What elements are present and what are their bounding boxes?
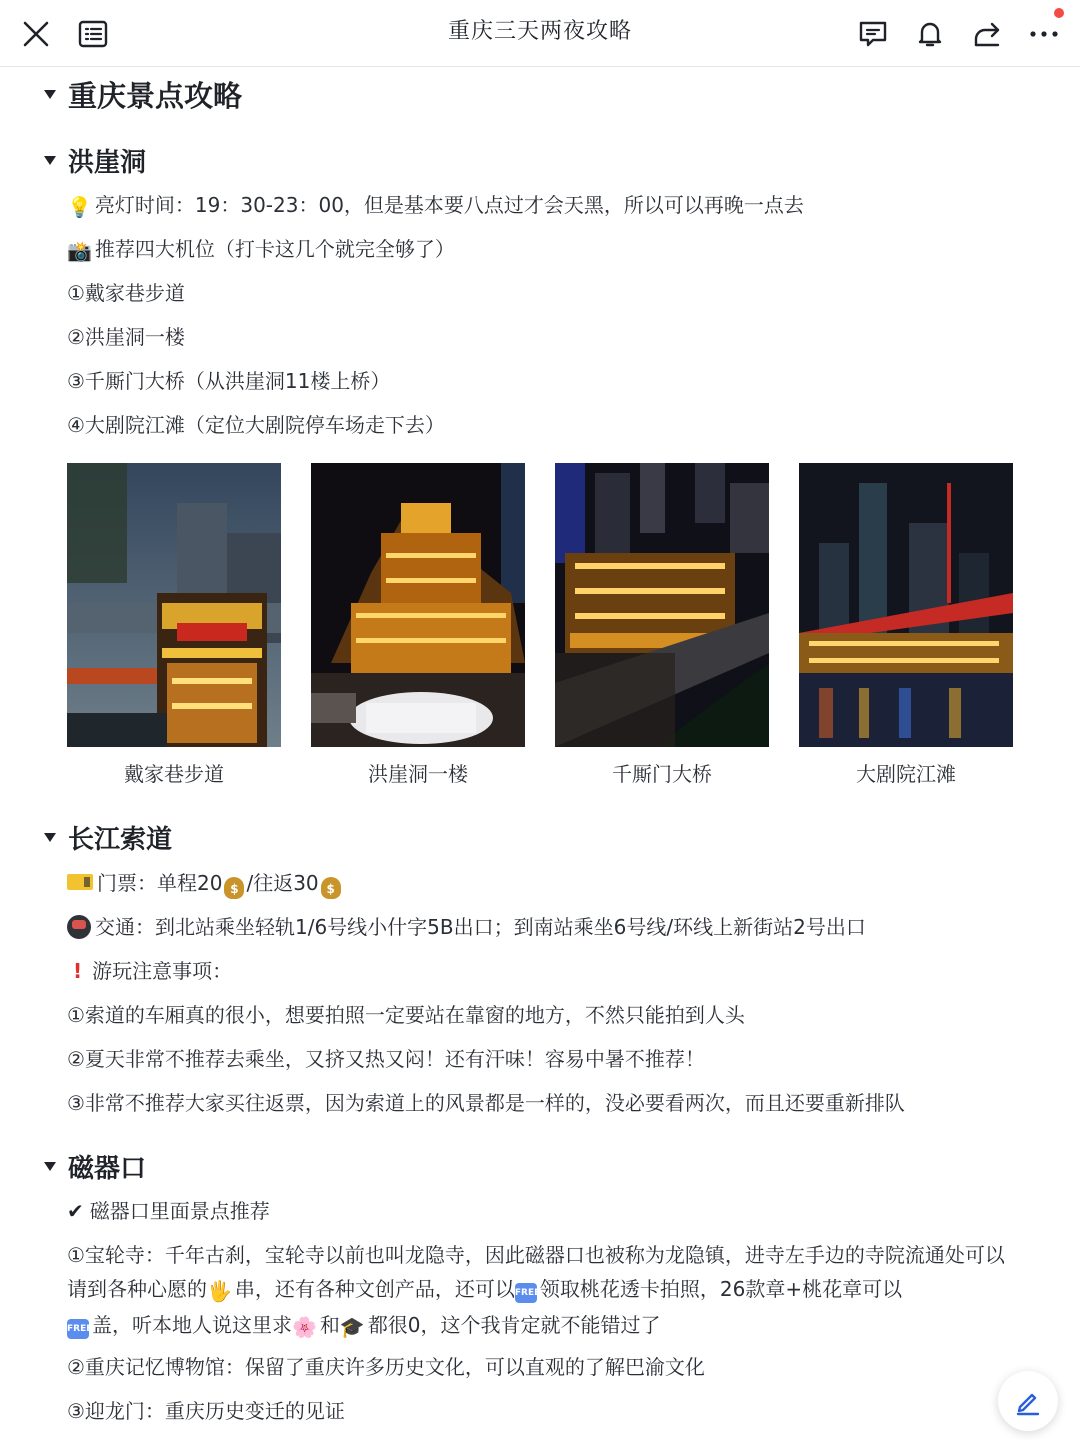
doc-heading — [44, 74, 242, 115]
item1-text-e: 和 — [319, 1313, 340, 1337]
collapse-caret-icon[interactable] — [44, 156, 56, 165]
light-time-text: 亮灯时间：19：30-23：00，但是基本要八点过才会天黑，所以可以再晚一点去 — [94, 193, 804, 217]
ciqikou-item-1 — [67, 1238, 1017, 1344]
document-title: 重庆三天两夜攻略 — [447, 19, 632, 44]
photo-caption-1: 戴家巷步道 — [124, 762, 224, 786]
light-time-line — [67, 188, 804, 224]
ciqikou-item-2: ②重庆记忆博物馆：保留了重庆许多历史文化，可以直观的了解巴渝文化 — [67, 1355, 705, 1379]
notes-title-text: 游玩注意事项： — [92, 959, 233, 983]
section-heading-hongyadong — [44, 142, 146, 179]
money-bag-icon: $ — [224, 877, 244, 899]
ticket-line — [67, 866, 343, 900]
photo-caption-3: 千厮门大桥 — [612, 762, 712, 786]
spot-item-1: ①戴家巷步道 — [67, 281, 185, 305]
edit-button[interactable] — [998, 1371, 1058, 1431]
graduation-cap-icon: 🎓 — [339, 1315, 365, 1339]
camera-icon: 📸 — [67, 239, 92, 263]
notes-title-line — [67, 954, 232, 988]
section-heading-text: 磁器口 — [68, 1154, 147, 1184]
spot-item-3: ③千厮门大桥（从洪崖洞11楼上桥） — [67, 369, 391, 393]
recommend-line — [67, 1194, 270, 1228]
recommend-text: 磁器口里面景点推荐 — [89, 1199, 270, 1223]
checkmark-icon: ✔ — [67, 1199, 84, 1223]
item1-text-d: 盖，听本地人说这里求 — [92, 1313, 292, 1337]
top-bar — [0, 0, 1080, 67]
spot-item-4: ④大剧院江滩（定位大剧院停车场走下去） — [67, 413, 445, 437]
transport-line — [67, 910, 866, 944]
section-heading-text: 洪崖洞 — [68, 148, 147, 178]
photo-caption-2: 洪崖洞一楼 — [368, 762, 468, 786]
hand-icon: 🖐 — [207, 1279, 232, 1303]
ciqikou-item-3: ③迎龙门：重庆历史变迁的见证 — [67, 1399, 345, 1423]
note-item-1: ①索道的车厢真的很小，想要拍照一定要站在靠窗的地方，不然只能拍到人头 — [67, 1003, 745, 1027]
section-heading-text: 长江索道 — [68, 825, 173, 855]
ticket-icon — [67, 874, 93, 890]
transport-text: 交通：到北站乘坐轻轨1/6号线小什字5B出口；到南站乘坐6号线/环线上新街站2号出口 — [95, 915, 866, 939]
flower-icon: 🌸 — [292, 1315, 317, 1339]
item1-text-b: 串，还有各种文创产品，还可以 — [234, 1277, 515, 1301]
metro-icon — [67, 915, 91, 939]
item1-text-a: ①宝轮寺：千年古刹，宝轮寺以前也叫龙隐寺，因此磁器口也被称为龙隐镇，进寺左手边的寺院流通处可以请到各种心愿的 — [67, 1243, 1005, 1301]
photo-qiansimen-bridge[interactable] — [555, 463, 769, 747]
free-badge-icon: FREE — [67, 1319, 89, 1339]
note-item-3: ③非常不推荐大家买往返票，因为索道上的风景都是一样的，没必要看两次，而且还要重新排队 — [67, 1091, 905, 1115]
photo-caption-4: 大剧院江滩 — [856, 762, 956, 786]
money-bag-icon: $ — [321, 877, 341, 899]
free-badge-icon: FREE — [515, 1283, 537, 1303]
photo-grand-theatre-riverbank[interactable] — [799, 463, 1013, 747]
edit-icon — [1013, 1386, 1043, 1416]
spots-intro-line — [67, 232, 455, 268]
spot-item-2: ②洪崖洞一楼 — [67, 325, 185, 349]
share-icon[interactable] — [961, 8, 1013, 60]
ticket-single-text: 门票：单程20 — [97, 871, 223, 895]
collapse-caret-icon[interactable] — [44, 833, 56, 842]
photo-hongyadong-1f[interactable] — [311, 463, 525, 747]
collapse-caret-icon[interactable] — [44, 90, 56, 99]
exclamation-icon: ! — [73, 959, 83, 983]
item1-text-c: 领取桃花透卡拍照，26款章+桃花章可以 — [539, 1277, 903, 1301]
photo-daijiaxiang[interactable] — [67, 463, 281, 747]
note-item-2: ②夏天非常不推荐去乘坐，又挤又热又闷！还有汗味！容易中暑不推荐！ — [67, 1047, 705, 1071]
bell-icon[interactable] — [904, 8, 956, 60]
bulb-icon: 💡 — [67, 195, 92, 219]
section-heading-ciqikou — [44, 1148, 146, 1185]
notification-dot — [1054, 8, 1064, 18]
doc-heading-text: 重庆景点攻略 — [68, 79, 243, 113]
item1-text-f: 都很0，这个我肯定就不能错过了 — [367, 1313, 661, 1337]
ticket-return-text: /往返30 — [246, 871, 319, 895]
spots-intro-text: 推荐四大机位（打卡这几个就完全够了） — [94, 237, 455, 261]
comment-icon[interactable] — [847, 8, 899, 60]
section-heading-cableway — [44, 819, 172, 856]
collapse-caret-icon[interactable] — [44, 1162, 56, 1171]
